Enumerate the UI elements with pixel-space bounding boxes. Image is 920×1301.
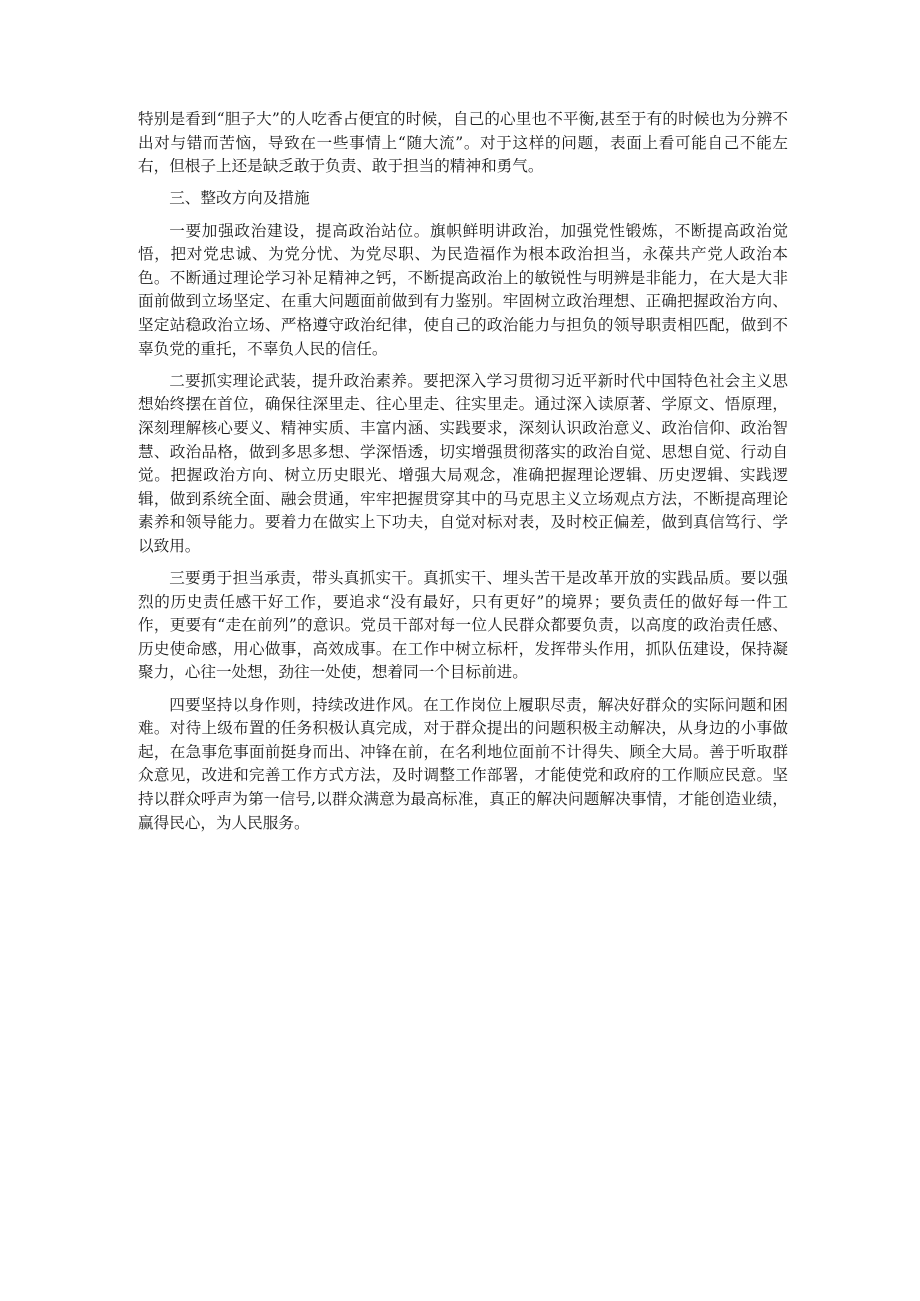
measure-paragraph-4: 四要坚持以身作则，持续改进作风。在工作岗位上履职尽责，解决好群众的实际问题和困难。对待上级布置的任务积极认真完成，对于群众提出的问题积极主动解决，从身边的小事做起，在急事危事面前挺身而出、冲锋在前，在名利地位面前不计得失、顾全大局。善于听取群众意见，改进和完善工作方式方法，及时调整工作部署，才能使党和政府的工作顺应民意。坚持以群众呼声为第一信号,以群众满意为最高标准，真正的解决问题解决事情，才能创造业绩，赢得民心，为人民服务。: [138, 695, 788, 832]
document-page: [138, 108, 788, 844]
measure-paragraph-3: 三要勇于担当承责，带头真抓实干。真抓实干、埋头苦干是改革开放的实践品质。要以强烈的历史责任感干好工作，要追求“没有最好，只有更好”的境界；要负责任的做好每一件工作，更要有“走在前列”的意识。党员干部对每一位人民群众都要负责，以高度的政治责任感、历史使命感，用心做事，高效成事。在工作中树立标杆，发挥带头作用，抓队伍建设，保持凝聚力，心往一处想，劲往一处使，想着同一个目标前进。: [138, 569, 788, 682]
continuation-paragraph: 特别是看到“胆子大”的人吃香占便宜的时候，自己的心里也不平衡,甚至于有的时候也为分辨不出对与错而苦恼，导致在一些事情上“随大流”。对于这样的问题，表面上看可能自己不能左右，但根子上还是缺乏敢于负责、敢于担当的精神和勇气。: [138, 110, 788, 176]
measure-paragraph-2: 二要抓实理论武装，提升政治素养。要把深入学习贯彻习近平新时代中国特色社会主义思想始终摆在首位，确保往深里走、往心里走、往实里走。通过深入读原著、学原文、悟原理，深刻理解核心要义、精神实质、丰富内涵、实践要求，深刻认识政治意义、政治信仰、政治智慧、政治品格，做到多思多想、学深悟透，切实增强贯彻落实的政治自觉、思想自觉、行动自觉。把握政治方向、树立历史眼光、增强大局观念，准确把握理论逻辑、历史逻辑、实践逻辑，做到系统全面、融会贯通，牢牢把握贯穿其中的马克思主义立场观点方法，不断提高理论素养和领导能力。要着力在做实上下功夫，自觉对标对表，及时校正偏差，做到真信笃行、学以致用。: [138, 371, 788, 555]
measure-paragraph-1: 一要加强政治建设，提高政治站位。旗帜鲜明讲政治，加强党性锻炼，不断提高政治觉悟，把对党忠诚、为党分忧、为党尽职、为民造福作为根本政治担当，永葆共产党人政治本色。不断通过理论学习补足精神之钙，不断提高政治上的敏锐性与明辨是非能力，在大是大非面前做到立场坚定、在重大问题面前做到有力鉴别。牢固树立政治理想、正确把握政治方向、坚定站稳政治立场、严格遵守政治纪律，使自己的政治能力与担负的领导职责相匹配，做到不辜负党的重托，不辜负人民的信任。: [138, 221, 788, 358]
section-heading: 三、整改方向及措施: [169, 189, 310, 208]
